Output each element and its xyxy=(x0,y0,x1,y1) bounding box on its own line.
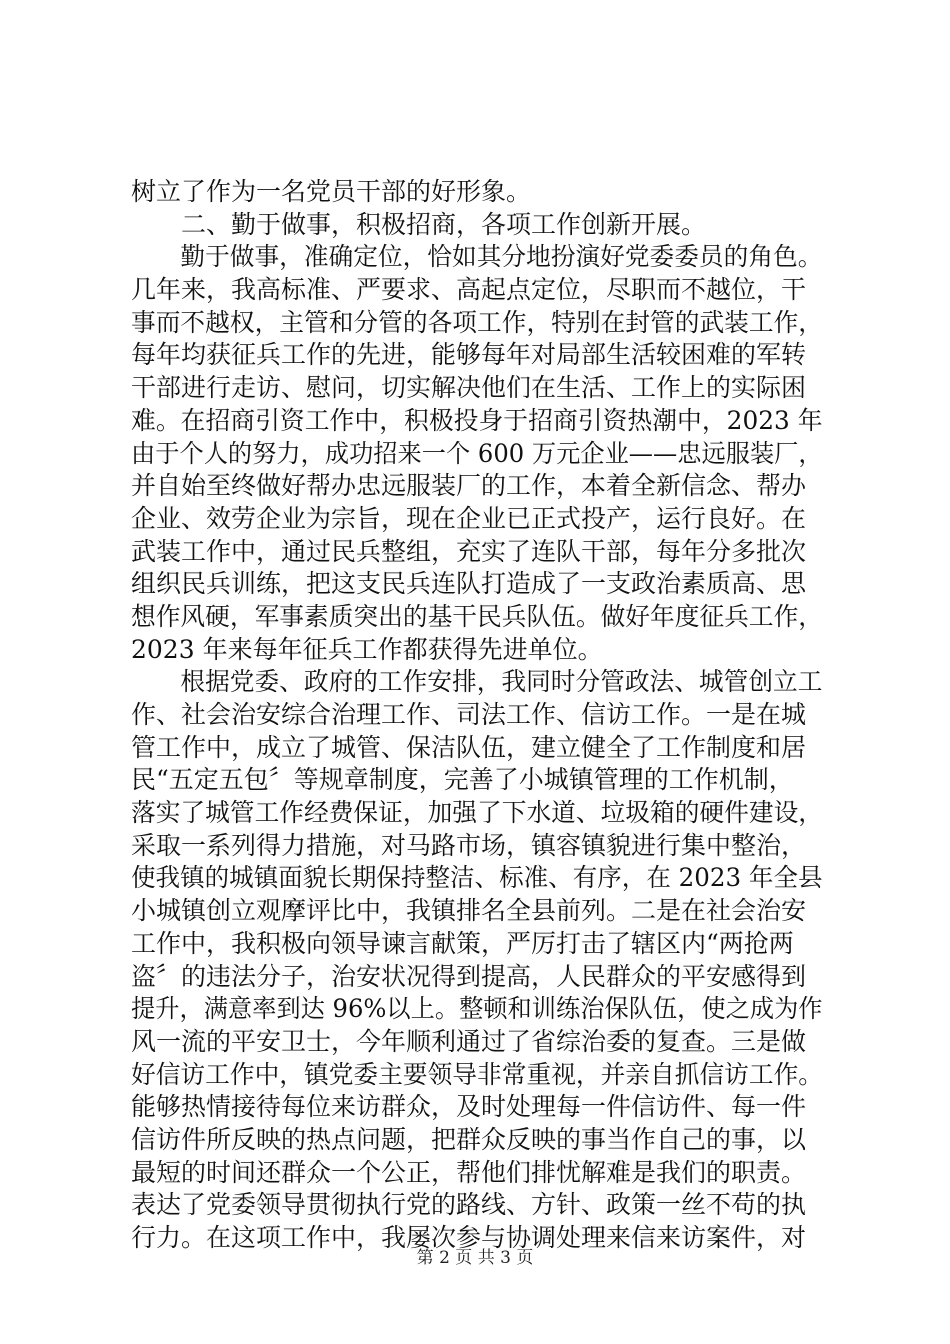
text-line: 使我镇的城镇面貌长期保持整洁、标准、有序，在 2023 年全县 xyxy=(131,863,823,893)
text-line: 风一流的平安卫士，今年顺利通过了省综治委的复查。三是做 xyxy=(131,1026,807,1056)
text-line: 勤于做事，准确定位，恰如其分地扮演好党委委员的角色。 xyxy=(180,242,823,272)
text-line: 提升，满意率到达 96%以上。整顿和训练治保队伍，使之成为作 xyxy=(131,994,823,1024)
text-line: 组织民兵训练，把这支民兵连队打造成了一支政治素质高、思 xyxy=(131,569,807,599)
text-line: 树立了作为一名党员干部的好形象。 xyxy=(131,177,532,206)
text-line: 采取一系列得力措施，对马路市场，镇容镇貌进行集中整治， xyxy=(131,830,807,860)
text-line: 企业、效劳企业为宗旨，现在企业已正式投产，运行良好。在 xyxy=(131,503,807,533)
text-line: 小城镇创立观摩评比中，我镇排名全县前列。二是在社会治安 xyxy=(131,896,807,926)
text-line: 事而不越权，主管和分管的各项工作，特别在封管的武装工作， xyxy=(131,307,824,337)
text-line: 二、勤于做事，积极招商，各项工作创新开展。 xyxy=(181,209,707,239)
text-line: 管工作中，成立了城管、保洁队伍，建立健全了工作制度和居 xyxy=(131,732,807,762)
text-line: 每年均获征兵工作的先进，能够每年对局部生活较困难的军转 xyxy=(131,340,807,370)
text-line: 盗〞的违法分子，治安状况得到提高，人民群众的平安感得到 xyxy=(131,961,807,991)
text-line: 能够热情接待每位来访群众，及时处理每一件信访件、每一件 xyxy=(131,1092,807,1122)
text-line: 表达了党委领导贯彻执行党的路线、方针、政策一丝不苟的执 xyxy=(131,1190,807,1220)
text-line: 最短的时间还群众一个公正，帮他们排忧解难是我们的职责。 xyxy=(131,1157,807,1187)
text-line: 2023 年来每年征兵工作都获得先进单位。 xyxy=(131,634,603,664)
text-line: 信访件所反映的热点问题，把群众反映的事当作自己的事，以 xyxy=(131,1124,807,1154)
page-footer: 第 2 页 共 3 页 xyxy=(416,1248,534,1268)
text-line: 行力。在这项工作中，我屡次参与协调处理来信来访案件，对 xyxy=(131,1223,807,1252)
text-line: 作、社会治安综合治理工作、司法工作、信访工作。一是在城 xyxy=(131,700,807,729)
text-line: 武装工作中，通过民兵整组，充实了连队干部，每年分多批次 xyxy=(131,536,807,566)
text-line: 想作风硬，军事素质突出的基干民兵队伍。做好年度征兵工作， xyxy=(131,601,824,631)
text-line: 民“五定五包〞等规章制度，完善了小城镇管理的工作机制， xyxy=(131,765,794,795)
text-line: 好信访工作中，镇党委主要领导非常重视，并亲自抓信访工作。 xyxy=(131,1059,824,1089)
text-line: 难。在招商引资工作中，积极投身于招商引资热潮中，2023 年 xyxy=(131,405,823,435)
document-body xyxy=(131,176,823,1255)
text-line: 落实了城管工作经费保证，加强了下水道、垃圾箱的硬件建设， xyxy=(131,798,824,828)
text-line: 由于个人的努力，成功招来一个 600 万元企业——忠远服装厂， xyxy=(131,438,823,468)
text-line: 干部进行走访、慰问，切实解决他们在生活、工作上的实际困 xyxy=(131,373,807,403)
text-line: 几年来，我高标准、严要求、高起点定位，尽职而不越位，干 xyxy=(131,275,807,305)
text-line: 根据党委、政府的工作安排，我同时分管政法、城管创立工 xyxy=(180,667,823,697)
text-line: 工作中，我积极向领导谏言献策，严厉打击了辖区内“两抢两 xyxy=(131,928,794,958)
text-line: 并自始至终做好帮办忠远服装厂的工作，本着全新信念、帮办 xyxy=(131,471,807,501)
